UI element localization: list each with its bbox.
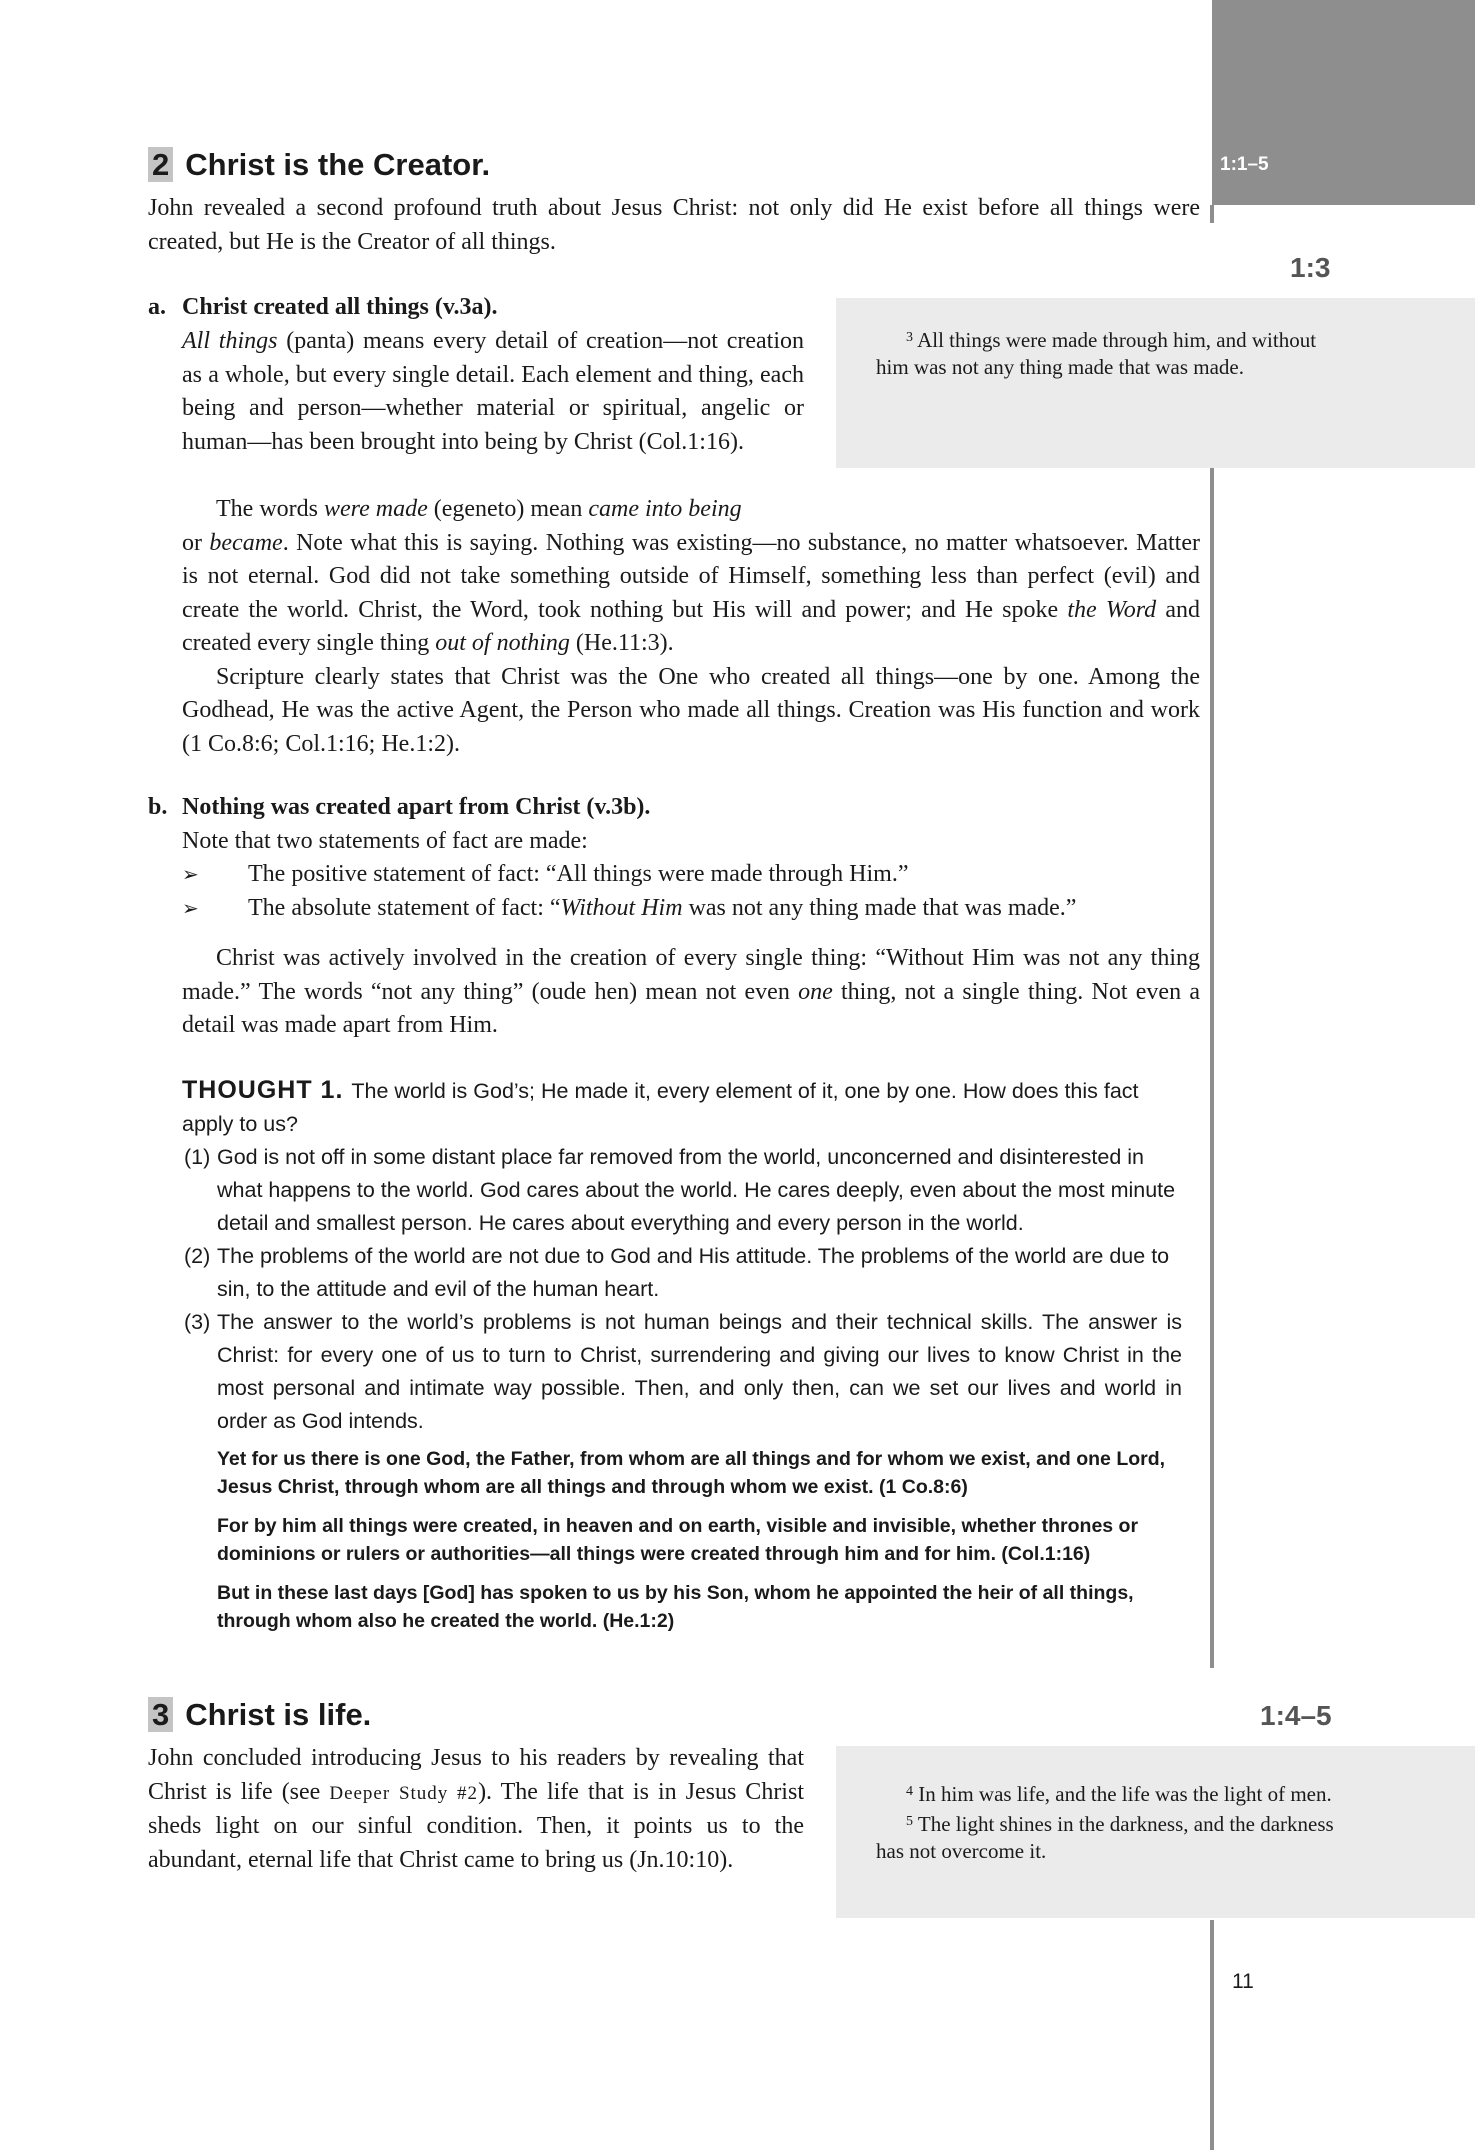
list-item: (3) The answer to the world’s problems is not human beings and their technical skills. The answer is Christ: for every one of us to turn to Christ, surrendering and giving our lives to know Christ in the most personal and intimate way possible. Then, and only then, can we set our lives and world in order as God intends. bbox=[184, 1310, 1182, 1433]
verse-reference: 1:3 bbox=[1290, 252, 1331, 283]
scripture-verse: $^5$ The light shines in the darkness, and the darkness has not overcome it. bbox=[876, 1812, 1334, 1863]
gutter-rule bbox=[1210, 205, 1214, 223]
point-a-paragraph-1: All things (panta) means every detail of creation—not creation as a whole, but every single detail. Each element and thing, each being and person—whether material or spiritual, angelic or human—has been brought into being by Christ (Col.1:16). bbox=[182, 328, 804, 455]
list-item: (1) God is not off in some distant place far removed from the world, unconcerned and disinterested in what happens to the world. God cares about the world. He cares deeply, even about the most minute detail and smallest person. He cares about everything and every person in the world. bbox=[184, 1145, 1176, 1235]
section-title: Christ is life. bbox=[185, 1697, 372, 1732]
gutter-rule bbox=[1210, 1920, 1214, 2150]
section-title: Christ is the Creator. bbox=[185, 147, 491, 182]
verse-reference: 1:4–5 bbox=[1260, 1700, 1332, 1731]
arrow-bullet-icon: ➢ bbox=[182, 896, 199, 920]
scripture-reference-quote: For by him all things were created, in heaven and on earth, visible and invisible, whether thrones or dominions or rulers or authorities—all things were created through him and for him. (Col.1:16) bbox=[217, 1515, 1139, 1565]
scripture-verse: $^3$ All things were made through him, and without him was not any thing made that was made. bbox=[876, 328, 1317, 379]
section-2-heading bbox=[148, 147, 490, 183]
point-a-paragraph-3: Scripture clearly states that Christ was the One who created all things—one by one. Among the Godhead, He was the active Agent, the Person who made all things. Creation was His function and work (1 Co.8:6; Col.1:16; He.1:2). bbox=[182, 663, 1200, 757]
scripture-reference-quote: Yet for us there is one God, the Father, from whom are all things and for whom we exist, and one Lord, Jesus Christ, through whom are all things and through whom we exist. (1 Co.8:6) bbox=[217, 1448, 1166, 1498]
section-number: 2 bbox=[148, 147, 173, 182]
section-3-intro: John concluded introducing Jesus to his readers by revealing that Christ is life (see Deeper Study #2). The life that is in Jesus Christ sheds light on our sinful condition. Then, it points us to the abundant, eternal life that Christ came to bring us (Jn.10:10). bbox=[148, 1745, 804, 1873]
scripture-reference-quote: But in these last days [God] has spoken to us by his Son, whom he appointed the heir of all things, through whom also he created the world. (He.1:2) bbox=[217, 1582, 1134, 1632]
page-number: 11 bbox=[1232, 1970, 1254, 1993]
scripture-quote-box bbox=[836, 298, 1475, 468]
point-a-heading: a. Christ created all things (v.3a). bbox=[148, 294, 498, 320]
scripture-quote-box bbox=[836, 1746, 1475, 1918]
point-b-lead: Note that two statements of fact are made: bbox=[182, 828, 588, 854]
point-a-paragraph-2: The words were made (egeneto) mean came into being or became. Note what this is saying. Nothing was existing—no substance, no matter whatsoever. Matter is not eternal. God did not take something outside of Himself, something less than perfect (evil) and create the world. Christ, the Word, took nothing but His will and power; and He spoke the Word and created every single thing out of nothing (He.11:3). Scripture clearly states that Christ was the One who created all things—one by one. Among the Godhead, He was the active Agent, the Person who made all things. Creation was His function and work (1 Co.8:6; Col.1:16; He.1:2). bbox=[182, 493, 1200, 761]
gutter-tab-reference: 1:1–5 bbox=[1220, 154, 1269, 175]
section-number: 3 bbox=[148, 1697, 173, 1732]
list-item: ➢ The absolute statement of fact: “Without Him was not any thing made that was made.” bbox=[182, 892, 1076, 926]
thought-lead: The world is God’s; He made it, every element of it, one by one. How does this fact apply to us? bbox=[182, 1079, 1139, 1136]
point-b-paragraph: Christ was actively involved in the creation of every single thing: “Without Him was not any thing made.” The words “not any thing” (oude hen) mean not even one thing, not a single thing. Not even a detail was made apart from Him. bbox=[182, 945, 1200, 1038]
gutter-rule bbox=[1210, 468, 1214, 1668]
point-b-heading: b. Nothing was created apart from Christ (v.3b). bbox=[148, 794, 651, 820]
arrow-bullet-icon: ➢ bbox=[182, 862, 199, 886]
section-3-heading bbox=[148, 1697, 371, 1733]
list-item: (2) The problems of the world are not due to God and His attitude. The problems of the world are due to sin, to the attitude and evil of the human heart. bbox=[184, 1244, 1170, 1301]
thought-title: THOUGHT 1. bbox=[182, 1076, 344, 1104]
list-item: ➢ The positive statement of fact: “All things were made through Him.” bbox=[182, 858, 908, 892]
thought-block bbox=[182, 1074, 1182, 1635]
section-2-intro: John revealed a second profound truth about Jesus Christ: not only did He exist before all things were created, but He is the Creator of all things. bbox=[148, 195, 1200, 255]
scripture-verse: $^4$ In him was life, and the life was the light of men. bbox=[906, 1782, 1332, 1806]
